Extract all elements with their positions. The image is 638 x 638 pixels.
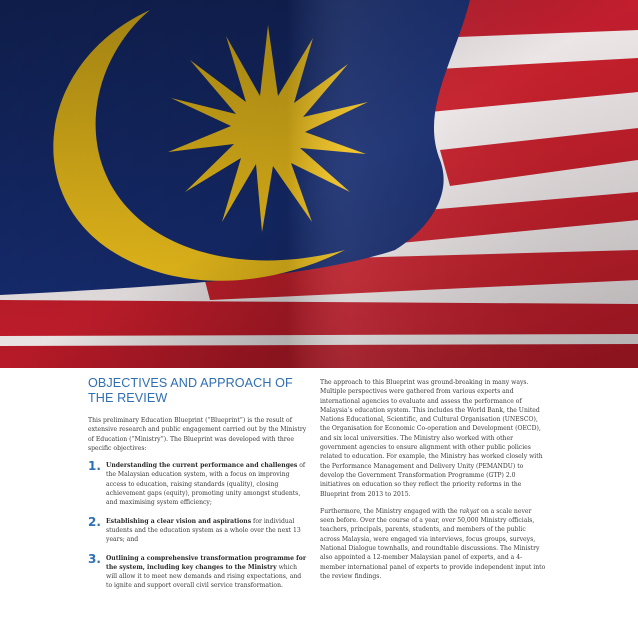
intro-paragraph: This preliminary Education Blueprint (“Blueprint”) is the result of extensive research and public engagement carried out by the Ministry of Education (“Ministry”). The Blueprint was developed with three specific objectives: xyxy=(88,417,307,452)
objective-item xyxy=(88,551,308,591)
rakyat-term: rakyat xyxy=(459,507,480,515)
engagement-text-start: Furthermore, the Ministry engaged with the xyxy=(320,507,460,515)
left-column xyxy=(88,376,308,600)
engagement-paragraph xyxy=(320,507,546,581)
objective-number: 1. xyxy=(88,459,101,474)
section-heading: OBJECTIVES AND APPROACH OF THE REVIEW xyxy=(88,376,293,405)
objective-text: of the Malaysian education system, with a focus on improving access to education, raising standards (quality), closing achievement gaps (equity), promoting unity amongst students, and maximising system efficiency; xyxy=(106,462,306,507)
objective-number: 3. xyxy=(88,551,101,566)
objective-item xyxy=(88,514,308,545)
objective-text: for individual students and the education system as a whole over the next 13 years; and xyxy=(106,517,301,544)
approach-paragraph: The approach to this Blueprint was ground-breaking in many ways. Multiple perspectives were gathered from various experts and international agencies to evaluate and assess the performance of Malaysia’s education system. This includes the World Bank, the United Nations Educational, Scientific, and Cultural Organisation (UNESCO), the Organisation for Economic Co-operation and Development (OECD), and six local universities. The Ministry also worked with other government agencies to ensure alignment with other public policies related to education. For example, the Ministry has worked closely with the Performance Management and Delivery Unity (PEMANDU) to develop the Government Transformation Programme (GTP) 2.0 initiatives on education so they reflect the priority reforms in the Blueprint from 2013 to 2015. xyxy=(320,379,543,498)
engagement-text-end: on a scale never seen before. Over the course of a year, over 50,000 Ministry officials, teachers, principals, parents, students, and members of the public across Malaysia, were engaged via interviews, focus groups, surveys, National Dialogue townhalls, and roundtable discussions. The Ministry also appointed a 12-member Malaysian panel of experts, and a 4-member international panel of experts to provide independent input into the review findings. xyxy=(320,507,546,580)
objective-item xyxy=(88,461,308,507)
objectives-list xyxy=(88,461,308,591)
right-column xyxy=(320,378,546,589)
objective-title: Outlining a comprehensive transformation programme for the system, including key changes to the Ministry xyxy=(106,554,307,571)
objective-text: which will allow it to meet new demands and rising expectations, and to ignite and support overall civil service transformation. xyxy=(106,563,302,590)
objective-title: Establishing a clear vision and aspirations xyxy=(106,517,252,525)
objective-number: 2. xyxy=(88,514,101,529)
text-area xyxy=(0,368,638,638)
objective-title: Understanding the current performance and challenges xyxy=(106,462,298,470)
